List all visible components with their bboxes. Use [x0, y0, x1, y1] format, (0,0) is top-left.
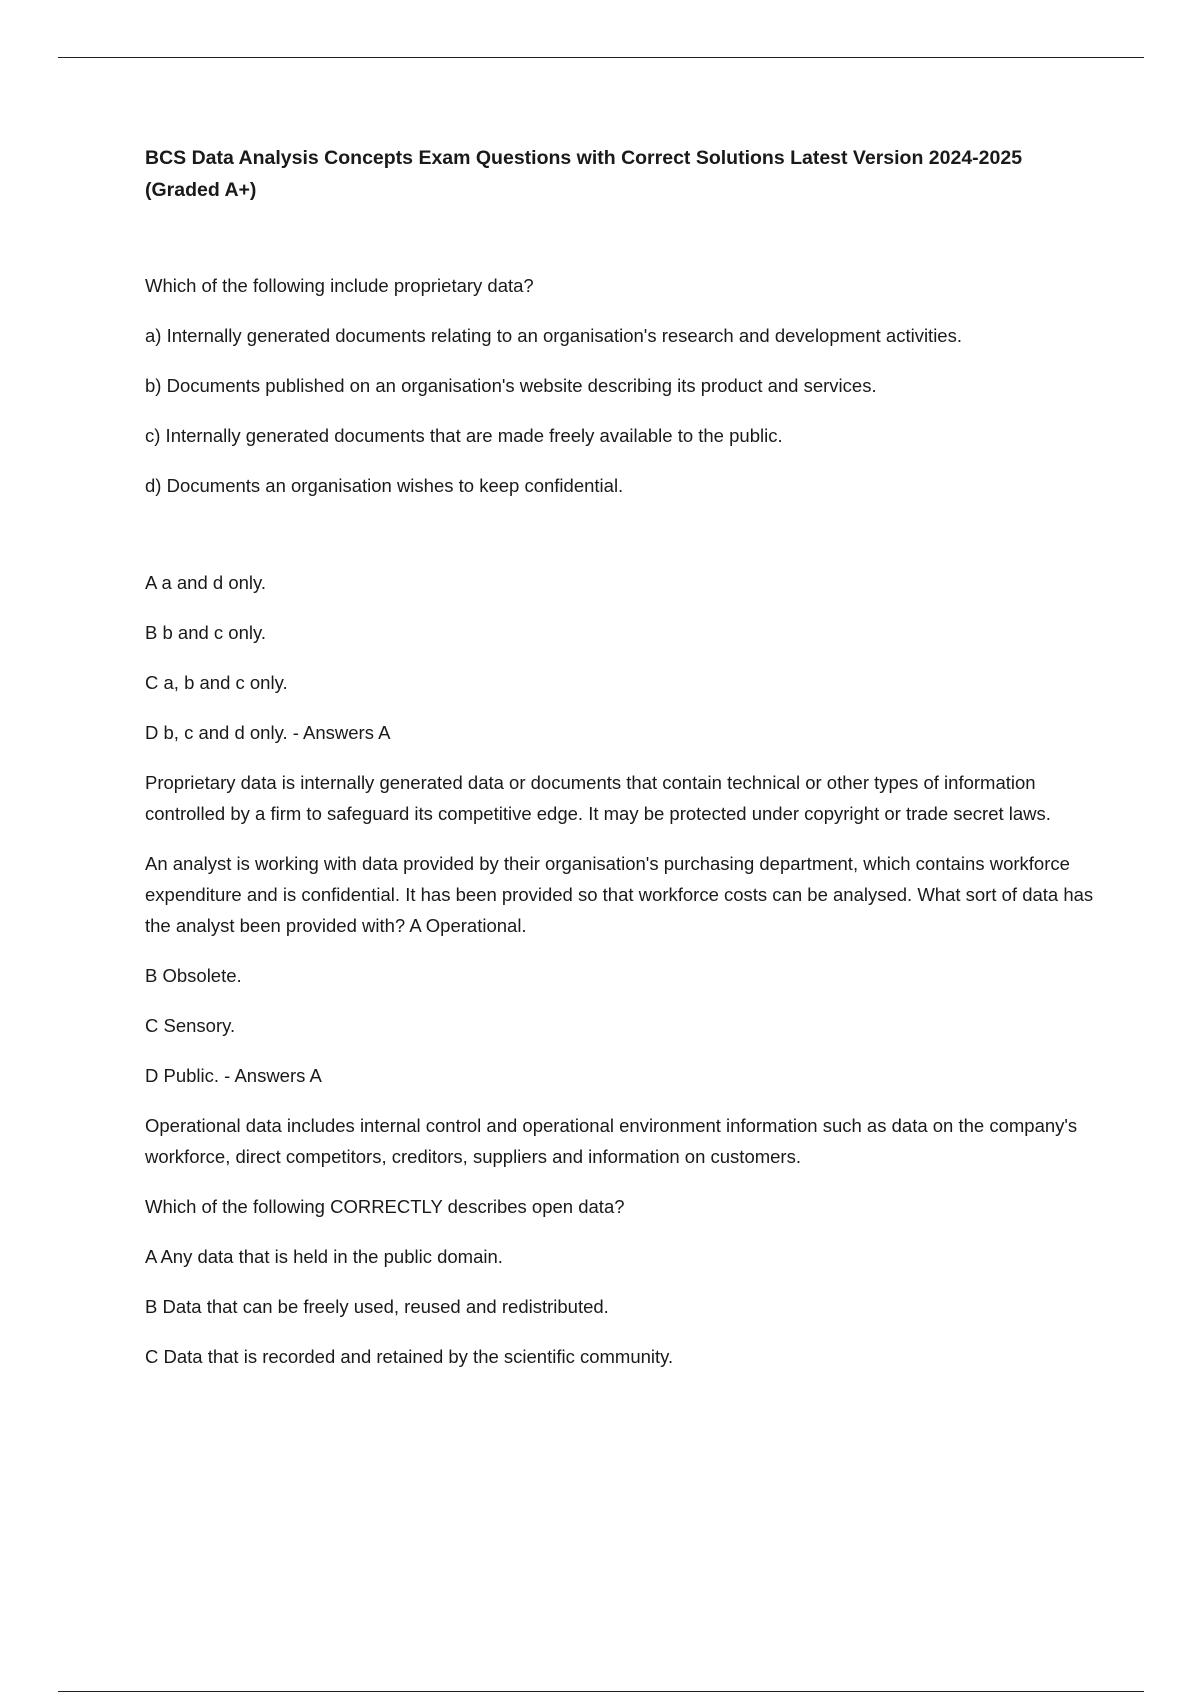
question-2-explanation: Operational data includes internal control and operational environment information such as data on the company's workforce, direct competitors, creditors, suppliers and information on customers.: [145, 1115, 1078, 1167]
question-1-item-a: a) Internally generated documents relating to an organisation's research and development activities.: [145, 325, 962, 346]
question-3-option-c: C Data that is recorded and retained by the scientific community.: [145, 1346, 674, 1367]
question-1-item-d: d) Documents an organisation wishes to keep confidential.: [145, 475, 624, 496]
question-2-option-c: C Sensory.: [145, 1015, 236, 1036]
document-body: [145, 142, 1095, 1372]
document-title: BCS Data Analysis Concepts Exam Questions with Correct Solutions Latest Version 2024-2025 (Graded A+): [145, 147, 1023, 201]
question-1-option-d-answer: D b, c and d only. - Answers A: [145, 722, 391, 743]
question-3-prompt: Which of the following CORRECTLY describes open data?: [145, 1196, 625, 1217]
question-2-option-b: B Obsolete.: [145, 965, 242, 986]
question-2-option-d-answer: D Public. - Answers A: [145, 1065, 322, 1086]
question-1-item-c: c) Internally generated documents that are made freely available to the public.: [145, 425, 783, 446]
question-1-option-c: C a, b and c only.: [145, 672, 288, 693]
header-rule: [58, 57, 1144, 58]
question-1-option-b: B b and c only.: [145, 622, 267, 643]
question-1-prompt: Which of the following include proprietary data?: [145, 275, 534, 296]
question-3-option-b: B Data that can be freely used, reused and redistributed.: [145, 1296, 609, 1317]
question-2-prompt: An analyst is working with data provided by their organisation's purchasing department, which contains workforce expenditure and is confidential. It has been provided so that workforce costs can be analysed. What sort of data has the analyst been provided with? A Operational.: [145, 853, 1094, 936]
question-1-item-b: b) Documents published on an organisation's website describing its product and services.: [145, 375, 877, 396]
question-3-option-a: A Any data that is held in the public domain.: [145, 1246, 503, 1267]
question-1-option-a: A a and d only.: [145, 572, 267, 593]
footer-rule: [58, 1691, 1144, 1692]
question-1-explanation: Proprietary data is internally generated data or documents that contain technical or other types of information controlled by a firm to safeguard its competitive edge. It may be protected under copyright or trade secret laws.: [145, 772, 1051, 824]
